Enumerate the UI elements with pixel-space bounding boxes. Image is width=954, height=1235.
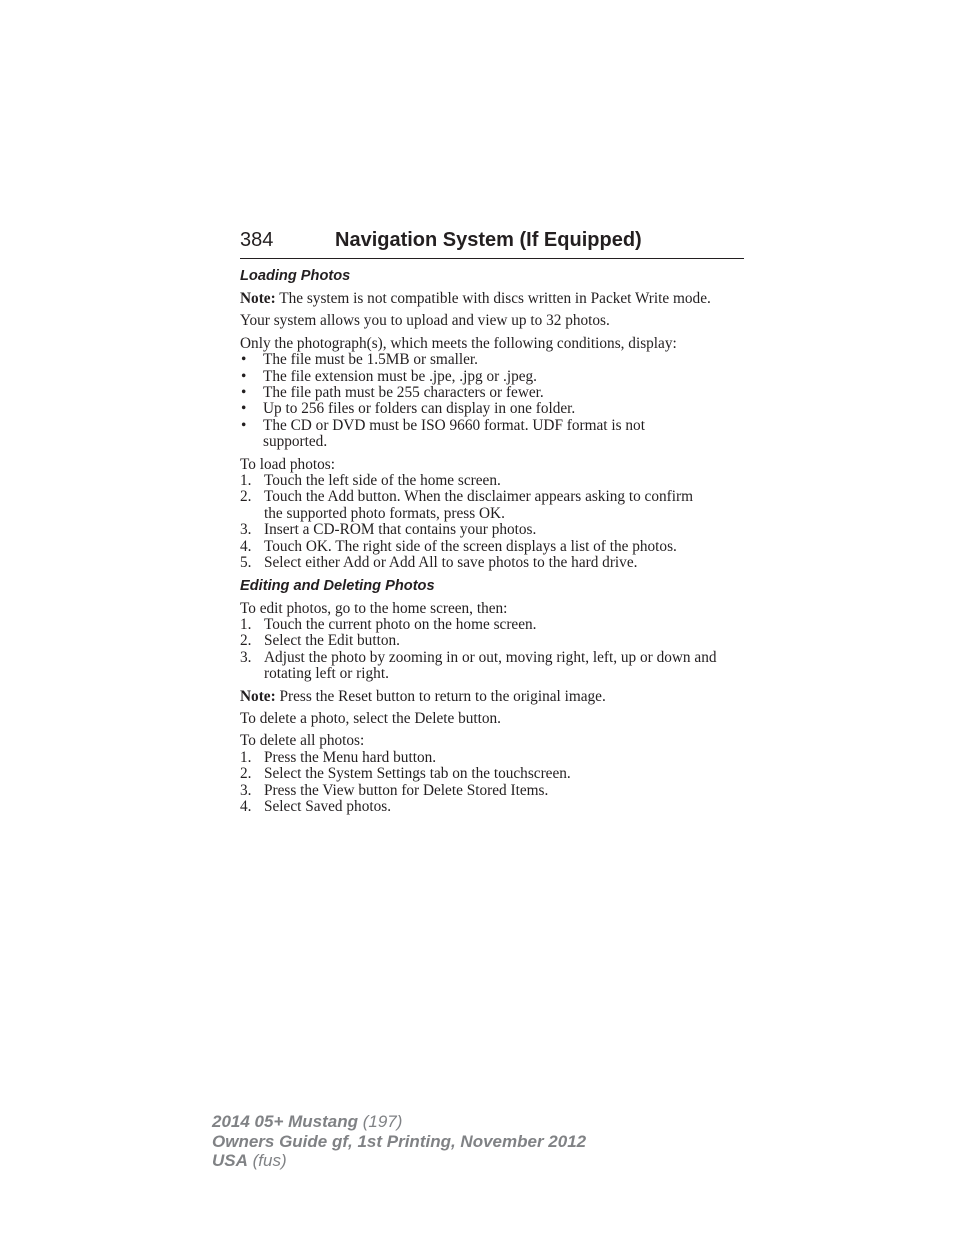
- step-text: Select the Edit button.: [264, 632, 400, 650]
- bullet-mark: •: [241, 400, 247, 418]
- note-reset: [240, 689, 746, 705]
- step-number: 3.: [240, 781, 252, 799]
- list-item: [240, 783, 746, 799]
- step-text: Select Saved photos.: [264, 797, 392, 815]
- step-number: 4.: [240, 797, 252, 815]
- footer-model: 2014 05+ Mustang: [212, 1112, 358, 1131]
- note-text: The system is not compatible with discs written in Packet Write mode.: [275, 290, 711, 307]
- list-item: [240, 418, 746, 451]
- list-item: [240, 633, 746, 649]
- list-item: [240, 385, 746, 401]
- step-text: Touch the current photo on the home screen.: [264, 615, 537, 633]
- step-number: 2.: [240, 488, 252, 506]
- step-text: Touch the left side of the home screen.: [264, 472, 501, 490]
- list-item: [240, 473, 746, 489]
- list-item: [240, 750, 746, 766]
- edit-steps-intro: To edit photos, go to the home screen, then:: [240, 599, 508, 617]
- list-item: [240, 617, 746, 633]
- list-item: [240, 555, 746, 571]
- step-number: 1.: [240, 472, 252, 490]
- photo-limit-paragraph: Your system allows you to upload and view up to 32 photos.: [240, 312, 610, 330]
- footer-model-code: (197): [358, 1112, 403, 1131]
- step-text: Touch the Add button. When the disclaimer appears asking to confirm the supported photo formats, press OK.: [264, 488, 693, 522]
- bullet-mark: •: [241, 416, 247, 434]
- step-text: Press the View button for Delete Stored Items.: [264, 781, 549, 799]
- footer-region: USA: [212, 1151, 248, 1170]
- footer-line-region: [212, 1151, 586, 1171]
- list-item: [240, 352, 746, 368]
- step-number: 1.: [240, 748, 252, 766]
- step-text: Insert a CD-ROM that contains your photos.: [264, 521, 537, 539]
- delete-steps-list: [240, 750, 746, 816]
- bullet-mark: •: [241, 351, 247, 369]
- step-number: 4.: [240, 537, 252, 555]
- list-item-text: The CD or DVD must be ISO 9660 format. UDF format is not supported.: [263, 416, 645, 451]
- page-number: 384: [240, 229, 274, 251]
- step-number: 5.: [240, 554, 252, 572]
- step-number: 2.: [240, 632, 252, 650]
- page-header: [240, 228, 744, 259]
- step-number: 2.: [240, 765, 252, 783]
- step-text: Touch OK. The right side of the screen displays a list of the photos.: [264, 537, 677, 555]
- step-text: Select either Add or Add All to save photos to the hard drive.: [264, 554, 638, 572]
- list-item: [240, 489, 746, 522]
- page-footer: [212, 1112, 586, 1171]
- section-heading-editing-deleting: Editing and Deleting Photos: [240, 577, 435, 594]
- footer-line-guide: Owners Guide gf, 1st Printing, November 2012: [212, 1131, 587, 1151]
- edit-steps-list: [240, 617, 746, 683]
- conditions-intro: Only the photograph(s), which meets the following conditions, display:: [240, 334, 677, 352]
- step-text: Press the Menu hard button.: [264, 748, 437, 766]
- load-steps-list: [240, 473, 746, 571]
- load-steps-intro: To load photos:: [240, 455, 335, 473]
- bullet-mark: •: [241, 367, 247, 385]
- section-heading-loading-photos: Loading Photos: [240, 268, 351, 284]
- list-item-text: Up to 256 files or folders can display in one folder.: [263, 400, 576, 418]
- bullet-mark: •: [241, 384, 247, 402]
- step-number: 3.: [240, 648, 252, 666]
- note-text: Press the Reset button to return to the original image.: [275, 687, 606, 705]
- note-label: Note:: [240, 290, 276, 307]
- note-packet-write: [240, 291, 746, 307]
- step-number: 3.: [240, 521, 252, 539]
- list-item: [240, 401, 746, 417]
- list-item: [240, 539, 746, 555]
- list-item: [240, 799, 746, 815]
- step-text: Adjust the photo by zooming in or out, moving right, left, up or down and rotating left or right.: [264, 648, 717, 683]
- list-item: [240, 766, 746, 782]
- list-item: [240, 522, 746, 538]
- step-text: Select the System Settings tab on the touchscreen.: [264, 765, 571, 783]
- list-item-text: The file must be 1.5MB or smaller.: [263, 351, 478, 369]
- step-number: 1.: [240, 615, 252, 633]
- page-body: [240, 266, 746, 821]
- footer-region-code: (fus): [247, 1151, 287, 1170]
- conditions-list: [240, 352, 746, 450]
- chapter-title: Navigation System (If Equipped): [335, 229, 642, 251]
- list-item: [240, 369, 746, 385]
- footer-line-model: [212, 1112, 586, 1132]
- note-label: Note:: [240, 687, 276, 705]
- list-item-text: The file extension must be .jpe, .jpg or .jpeg.: [263, 367, 538, 385]
- delete-one-paragraph: To delete a photo, select the Delete button.: [240, 709, 502, 727]
- delete-all-intro: To delete all photos:: [240, 732, 365, 750]
- list-item: [240, 650, 746, 683]
- list-item-text: The file path must be 255 characters or fewer.: [263, 384, 544, 402]
